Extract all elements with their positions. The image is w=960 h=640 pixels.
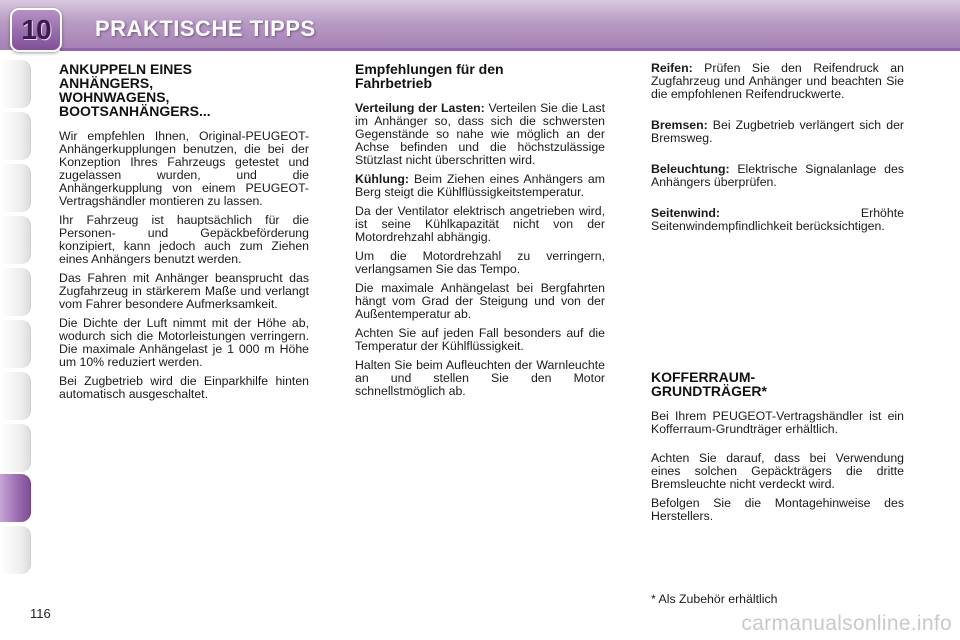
chapter-tab[interactable] <box>0 526 31 574</box>
paragraph: Bei Ihrem PEUGEOT-Vertragshändler ist ein Kofferraum-Grundträger erhältlich. <box>651 409 904 436</box>
chapter-tab[interactable] <box>0 216 31 264</box>
label-tyres: Reifen: <box>651 61 693 75</box>
paragraph-brakes: Bremsen: Bei Zugbetrieb verlängert sich der Bremsweg. <box>651 118 904 145</box>
chapter-tab[interactable] <box>0 320 31 368</box>
chapter-badge <box>10 8 62 52</box>
chapter-tab[interactable] <box>0 164 31 212</box>
column-checks-and-roof-rack <box>651 62 904 239</box>
paragraph: Achten Sie darauf, dass bei Verwendung eines solchen Gepäckträgers die dritte Bremsleuchte nicht verdeckt wird. <box>651 451 904 491</box>
page-number: 116 <box>30 606 51 621</box>
paragraph-load-distribution: Verteilung der Lasten: Verteilen Sie die Last im Anhänger so, dass sich die schwersten Gegenstände so nahe wie möglich an der Achse befinden und die höchstzulässige Stützlast nicht überschritten wird. <box>355 101 605 167</box>
paragraph: Ihr Fahrzeug ist hauptsächlich für die Personen- und Gepäckbeförderung konzipiert, kann jedoch auch zum Ziehen eines Anhängers benutzt werden. <box>59 213 309 266</box>
chapter-tab[interactable] <box>0 112 31 160</box>
column-trailer-hitch <box>59 62 309 407</box>
paragraph: Die Dichte der Luft nimmt mit der Höhe ab, wodurch sich die Motorleistungen verringern. Die maximale Anhängelast je 1 000 m Höhe um 10% reduziert werden. <box>59 316 309 369</box>
paragraph: Die maximale Anhängelast bei Bergfahrten hängt vom Grad der Steigung und von der Außentemperatur ab. <box>355 281 605 321</box>
paragraph-cooling: Kühlung: Beim Ziehen eines Anhängers am Berg steigt die Kühlflüssigkeitstemperatur. <box>355 172 605 199</box>
label-brakes: Bremsen: <box>651 118 708 132</box>
paragraph-crosswind: Seitenwind: Erhöhte Seitenwindempfindlichkeit berücksichtigen. <box>651 206 904 233</box>
paragraph: Um die Motordrehzahl zu verringern, verlangsamen Sie das Tempo. <box>355 249 605 276</box>
label-load-distribution: Verteilung der Lasten: <box>355 101 485 115</box>
chapter-tab[interactable] <box>0 372 31 420</box>
watermark: carmanualsonline.info <box>741 612 952 635</box>
label-lighting: Beleuchtung: <box>651 162 730 176</box>
paragraph: Halten Sie beim Aufleuchten der Warnleuchte an und stellen Sie den Motor schnellstmöglich ab. <box>355 358 605 398</box>
column-driving-recommendations <box>355 62 605 404</box>
label-crosswind: Seitenwind: <box>651 206 721 220</box>
section-title-trailer: ANKUPPELN EINES ANHÄNGERS, WOHNWAGENS, BOOTSANHÄNGERS... <box>59 61 211 119</box>
section-title-roof-rack: KOFFERRAUM- GRUNDTRÄGER* <box>651 369 767 399</box>
paragraph: Da der Ventilator elektrisch angetrieben wird, ist seine Kühlkapazität nicht von der Motordrehzahl abhängig. <box>355 204 605 244</box>
section-title-recommendations: Empfehlungen für den Fahrbetrieb <box>355 61 504 91</box>
paragraph: Bei Zugbetrieb wird die Einparkhilfe hinten automatisch ausgeschaltet. <box>59 374 309 401</box>
paragraph-tyres: Reifen: Prüfen Sie den Reifendruck an Zugfahrzeug und Anhänger und beachten Sie die empfohlenen Reifendruckwerte. <box>651 61 904 101</box>
chapter-tab[interactable] <box>0 60 31 108</box>
section-roof-rack <box>651 370 904 529</box>
footnote: * Als Zubehör erhältlich <box>651 592 778 606</box>
chapter-tabs <box>0 60 34 580</box>
label-cooling: Kühlung: <box>355 172 409 186</box>
page-title: PRAKTISCHE TIPPS <box>95 16 316 41</box>
paragraph: Wir empfehlen Ihnen, Original-PEUGEOT-Anhängerkupplungen benutzen, die bei der Konzeption Ihres Fahrzeugs getestet und zugelassen wurden, und die Anhängerkupplung von einem PEUGEOT-Vertragshändler montieren zu lassen. <box>59 129 309 208</box>
chapter-number: 10 <box>21 14 51 45</box>
paragraph: Achten Sie auf jeden Fall besonders auf die Temperatur der Kühlflüssigkeit. <box>355 326 605 353</box>
chapter-tab[interactable] <box>0 268 31 316</box>
paragraph: Das Fahren mit Anhänger beansprucht das Zugfahrzeug in stärkerem Maße und verlangt vom Fahrer besondere Aufmerksamkeit. <box>59 271 309 311</box>
paragraph-lighting: Beleuchtung: Elektrische Signalanlage des Anhängers überprüfen. <box>651 162 904 189</box>
paragraph: Befolgen Sie die Montagehinweise des Herstellers. <box>651 496 904 523</box>
chapter-tab[interactable] <box>0 424 31 472</box>
header-rule <box>60 48 960 51</box>
chapter-tab-active[interactable] <box>0 474 31 522</box>
